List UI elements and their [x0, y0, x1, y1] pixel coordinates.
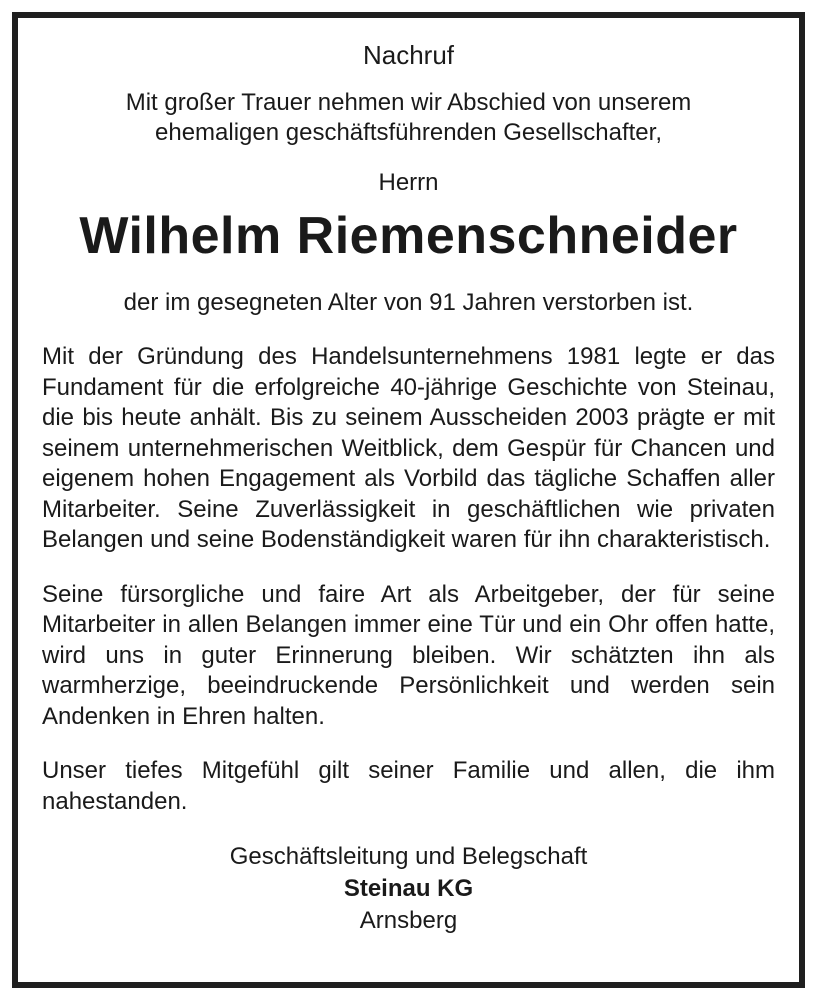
- obituary-heading: Nachruf: [362, 40, 455, 70]
- paragraph-biography: Mit der Gründung des Handelsunternehmens 1981 legte er das Fundament für die erfolgreiche 40-jährige Geschichte von Steinau, die bis heute anhält. Bis zu seinem Ausscheiden 2003 prägte er mit seinem unternehmerischen Weitblick, dem Gespür für Chancen und eigenem hohen Engagement als Vorbild das tägliche Schaffen aller Mitarbeiter. Seine Zuverlässigkeit in geschäftlichen wie privaten Belangen und seine Bodenständigkeit waren für ihn charakteristisch.: [42, 343, 775, 553]
- signoff-company: Steinau KG: [343, 875, 474, 902]
- age-line: der im gesegneten Alter von 91 Jahren verstorben ist.: [123, 289, 694, 316]
- intro-line-2: ehemaligen geschäftsführenden Gesellschafter,: [155, 119, 662, 146]
- intro-text: [42, 88, 775, 148]
- signoff-block: [42, 841, 775, 937]
- signoff-city: Arnsberg: [359, 907, 458, 934]
- paragraph-condolence: Unser tiefes Mitgefühl gilt seiner Familie und allen, die ihm nahestanden.: [42, 757, 775, 815]
- obituary-frame: [12, 12, 805, 988]
- deceased-name: Wilhelm Riemenschneider: [79, 207, 738, 265]
- signoff-group: Geschäftsleitung und Belegschaft: [229, 843, 588, 870]
- paragraph-tribute: Seine fürsorgliche und faire Art als Arbeitgeber, der für seine Mitarbeiter in allen Belangen immer eine Tür und ein Ohr offen hatte, wird uns in guter Erinnerung bleiben. Wir schätzten ihn als warmherzige, beeindruckende Persönlichkeit und werden sein Andenken in Ehren halten.: [42, 580, 775, 730]
- obituary-content: [42, 18, 775, 982]
- intro-line-1: Mit großer Trauer nehmen wir Abschied von unserem: [125, 89, 692, 116]
- salutation: Herrn: [378, 169, 439, 196]
